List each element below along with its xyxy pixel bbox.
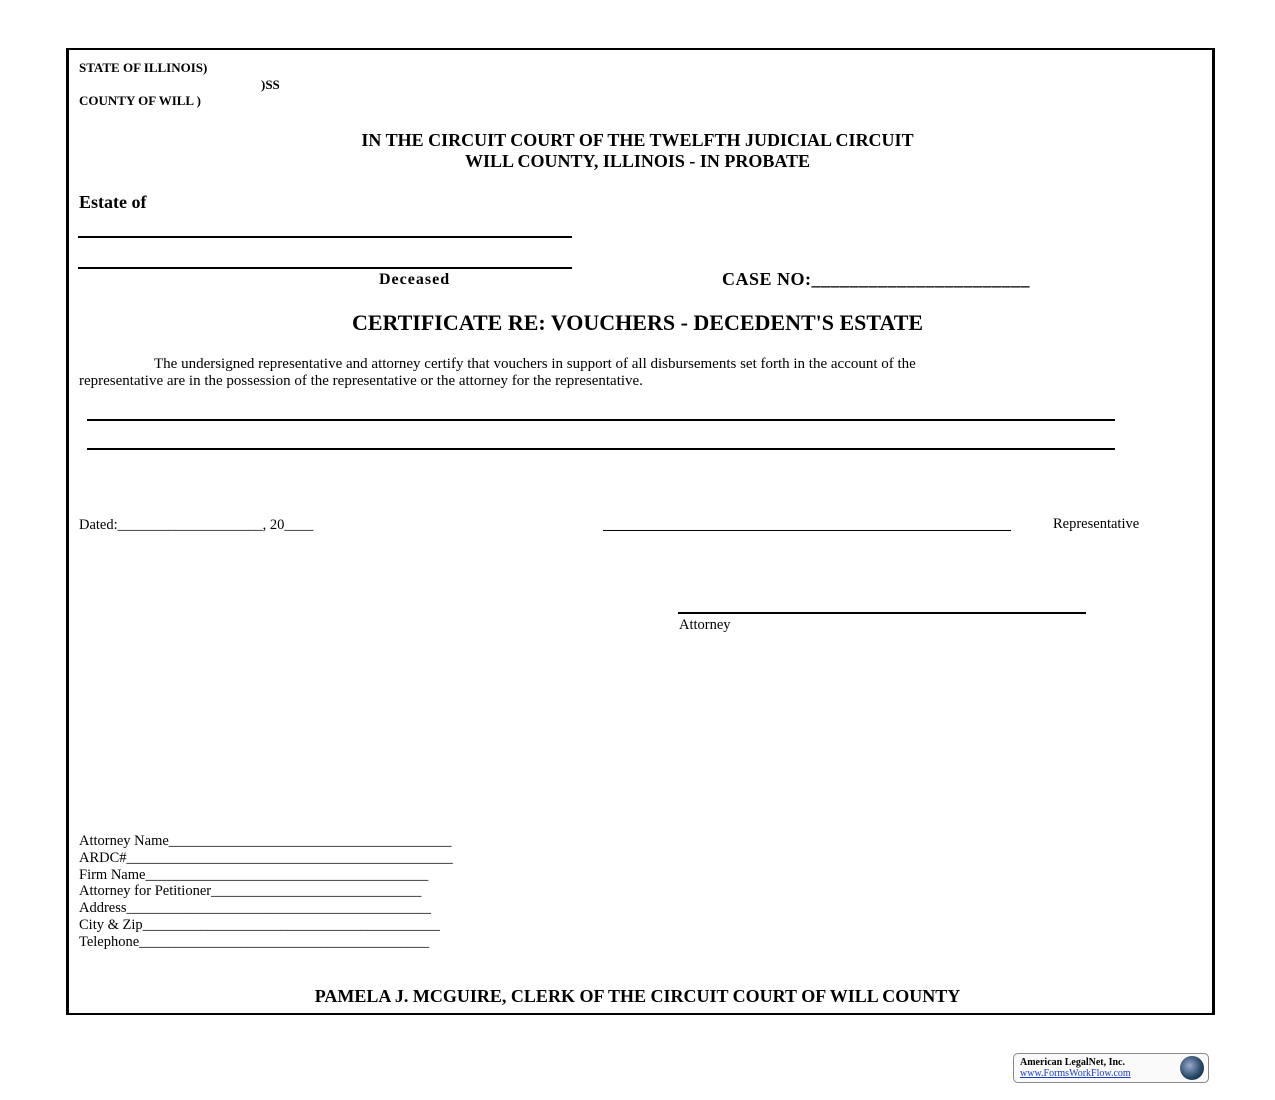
attorney-for-petitioner-field[interactable]: Attorney for Petitioner_____________________________	[79, 883, 422, 900]
logo-name: American LegalNet, Inc.	[1020, 1057, 1125, 1068]
attorney-name-field[interactable]: Attorney Name_______________________________________	[79, 833, 452, 849]
estate-name-line-2[interactable]	[78, 267, 572, 269]
document-title: CERTIFICATE RE: VOUCHERS - DECEDENT'S ESTATE	[351, 310, 924, 335]
body-line-1: The undersigned representative and attorney certify that vouchers in support of all disbursements set forth in the account of the	[154, 356, 916, 372]
state-label: STATE OF ILLINOIS)	[79, 60, 208, 75]
attorney-info-block	[79, 833, 453, 951]
body-line-2: representative are in the possession of the representative or the attorney for the representative.	[79, 373, 643, 389]
telephone-field[interactable]: Telephone________________________________________	[79, 933, 430, 950]
blank-line-1[interactable]	[87, 419, 1115, 421]
court-line-1: IN THE CIRCUIT COURT OF THE TWELFTH JUDICIAL CIRCUIT	[361, 130, 914, 150]
court-line-2: WILL COUNTY, ILLINOIS - IN PROBATE	[464, 151, 811, 171]
american-legalnet-logo[interactable]	[1013, 1053, 1209, 1083]
deceased-label: Deceased	[379, 271, 451, 288]
county-label: COUNTY OF WILL )	[79, 93, 201, 108]
estate-name-line-1[interactable]	[78, 236, 572, 238]
logo-url-link[interactable]: www.FormsWorkFlow.com	[1020, 1068, 1131, 1079]
representative-label: Representative	[1053, 516, 1140, 532]
case-number-field[interactable]: CASE NO:_______________________	[722, 269, 1031, 289]
city-zip-field[interactable]: City & Zip_________________________________________	[79, 916, 440, 933]
estate-of-label: Estate of	[79, 192, 147, 212]
representative-signature-line[interactable]	[603, 530, 1011, 531]
ss-label: )SS	[261, 77, 280, 92]
address-field[interactable]: Address__________________________________________	[79, 900, 432, 917]
clerk-footer: PAMELA J. MCGUIRE, CLERK OF THE CIRCUIT COURT OF WILL COUNTY	[314, 986, 961, 1006]
globe-icon	[1180, 1056, 1204, 1080]
attorney-label: Attorney	[679, 617, 731, 633]
attorney-signature-line[interactable]	[678, 612, 1086, 614]
firm-name-field[interactable]: Firm Name_______________________________________	[79, 866, 429, 883]
dated-field[interactable]: Dated:____________________, 20____	[79, 517, 314, 533]
blank-line-2[interactable]	[87, 448, 1115, 450]
ardc-field[interactable]: ARDC#_____________________________________________	[79, 849, 453, 866]
